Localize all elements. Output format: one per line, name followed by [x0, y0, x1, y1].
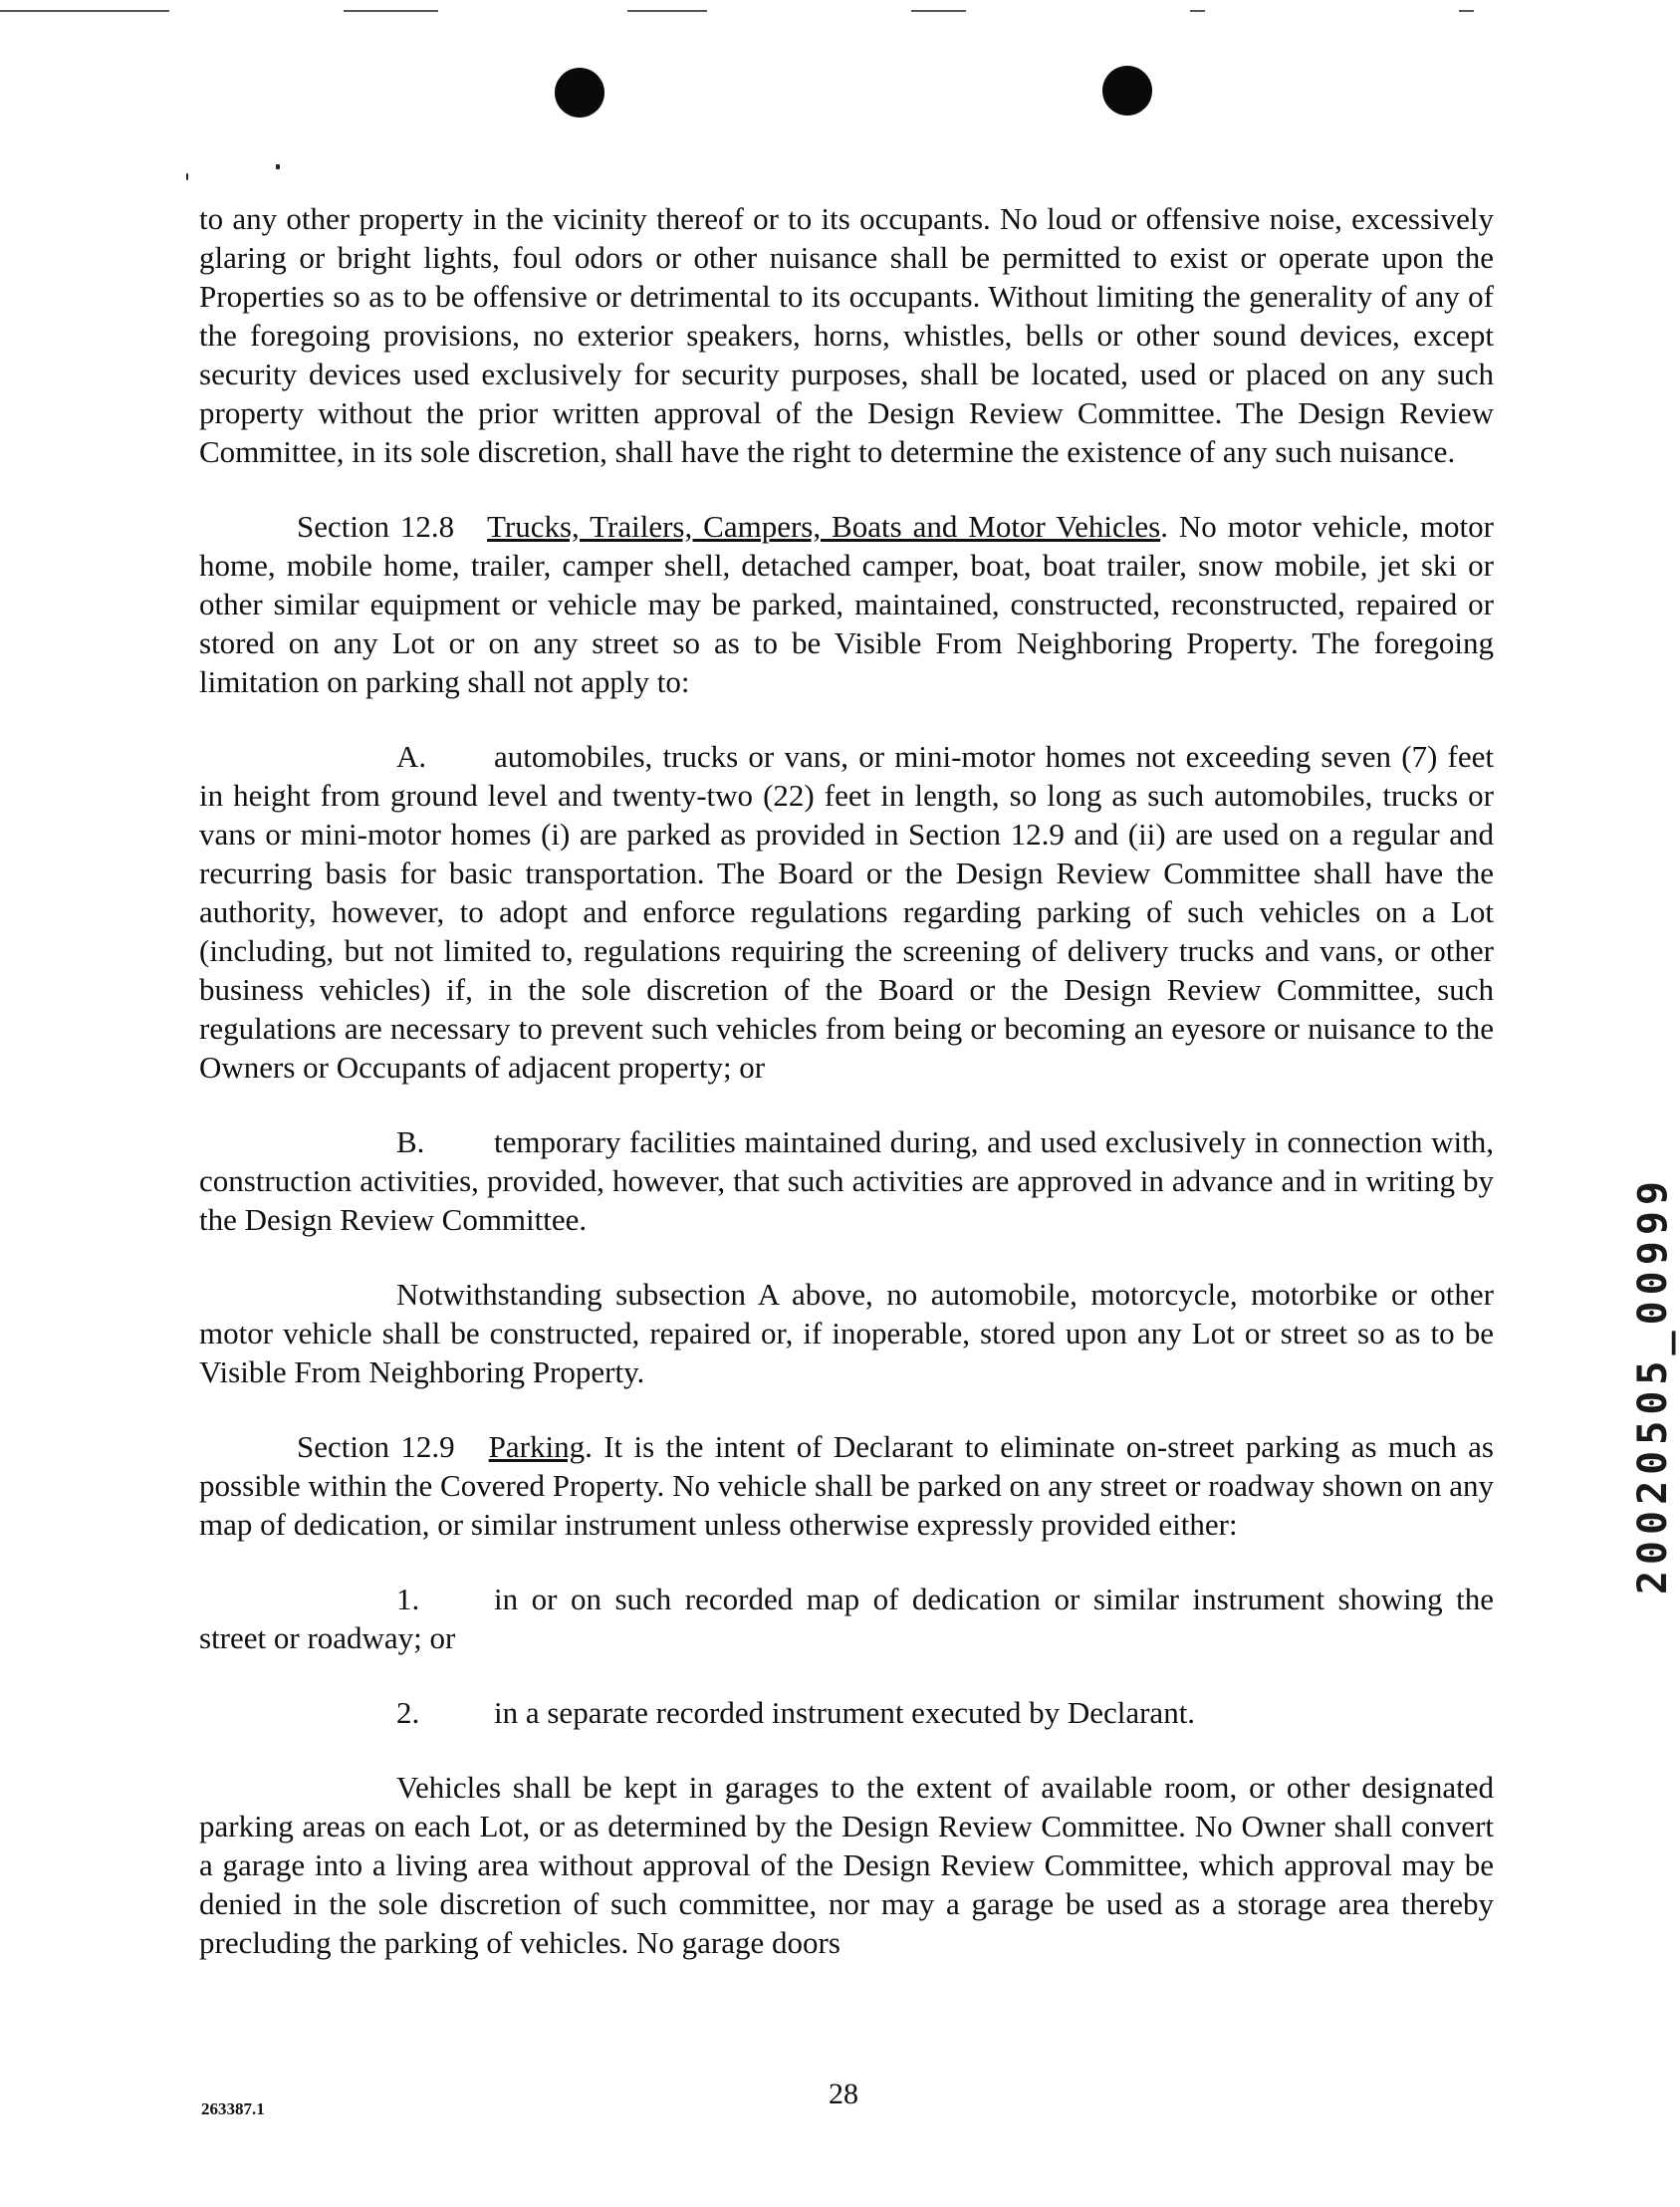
recording-number-stamp: 20020505_00999 [1630, 1175, 1676, 1595]
list-item-1-body: in or on such recorded map of dedication or similar instrument showing the street or roadway; or [199, 1582, 1494, 1655]
subsection-b-label: B. [396, 1124, 425, 1159]
section-12-8-body: . No motor vehicle, motor home, mobile home, trailer, camper shell, detached camper, boat, boat trailer, snow mobile, jet ski or other similar equipment or vehicle may be parked, maintained, constructed, reconstructed, repaired or stored on any Lot or on any street so as to be Visible From Neighboring Property. The foregoing limitation on parking shall not apply to: [199, 509, 1494, 699]
subsection-a-label: A. [396, 739, 427, 774]
notwithstanding-paragraph: Notwithstanding subsection A above, no automobile, motorcycle, motorbike or other motor vehicle shall be constructed, repaired or, if inoperable, stored upon any Lot or street so as to be Visible From Neighboring Property. [199, 1277, 1494, 1389]
scan-rule [1190, 10, 1205, 12]
vehicles-paragraph: Vehicles shall be kept in garages to the extent of available room, or other designated parking areas on each Lot, or as determined by the Design Review Committee. No Owner shall convert a garage into a living area without approval of the Design Review Committee, which approval may be denied in the sole discretion of such committee, nor may a garage be used as a storage area thereby precluding the parking of vehicles. No garage doors [199, 1770, 1494, 1960]
scan-speck [186, 173, 188, 180]
scan-rule [344, 10, 438, 12]
section-12-8 [199, 507, 1494, 701]
section-12-9 [199, 1427, 1494, 1544]
scan-rule [1459, 10, 1474, 12]
scan-rule [627, 10, 707, 12]
section-12-9-label: Section 12.9 [297, 1429, 455, 1464]
scan-speck [276, 164, 280, 169]
scan-rule [0, 10, 169, 12]
list-item-2-body: in a separate recorded instrument executed by Declarant. [494, 1695, 1196, 1730]
list-item-2 [199, 1693, 1494, 1732]
subsection-b [199, 1122, 1494, 1239]
binder-hole-left [555, 68, 604, 118]
section-12-9-body: . It is the intent of Declarant to eliminate on-street parking as much as possible within the Covered Property. No vehicle shall be parked on any street or roadway shown on any map of dedication, or similar instrument unless otherwise expressly provided either: [199, 1429, 1494, 1542]
list-item-1-label: 1. [396, 1582, 420, 1616]
binder-hole-right [1102, 66, 1152, 116]
nuisance-paragraph: to any other property in the vicinity thereof or to its occupants. No loud or offensive noise, excessively glaring or bright lights, foul odors or other nuisance shall be permitted to exist or operate upon the Properties so as to be offensive or detrimental to its occupants. Without limiting the generality of any of the foregoing provisions, no exterior speakers, horns, whistles, bells or other sound devices, except security devices used exclusively for security purposes, shall be located, used or placed on any such property without the prior written approval of the Design Review Committee. The Design Review Committee, in its sole discretion, shall have the right to determine the existence of any such nuisance. [199, 201, 1494, 469]
document-id: 263387.1 [201, 2099, 265, 2118]
page-number: 28 [829, 2078, 858, 2110]
document-body [199, 199, 1494, 1962]
subsection-b-body: temporary facilities maintained during, and used exclusively in connection with, construction activities, provided, however, that such activities are approved in advance and in writing by the Design Review Committee. [199, 1124, 1494, 1237]
list-item-2-label: 2. [396, 1695, 420, 1730]
section-12-8-label: Section 12.8 [297, 509, 455, 544]
section-12-8-title: Trucks, Trailers, Campers, Boats and Motor Vehicles [487, 509, 1161, 544]
list-item-1 [199, 1580, 1494, 1657]
subsection-a-body: automobiles, trucks or vans, or mini-motor homes not exceeding seven (7) feet in height from ground level and twenty-two (22) feet in length, so long as such automobiles, trucks or vans or mini-motor homes (i) are parked as provided in Section 12.9 and (ii) are used on a regular and recurring basis for basic transportation. The Board or the Design Review Committee shall have the authority, however, to adopt and enforce regulations regarding parking of such vehicles on a Lot (including, but not limited to, regulations requiring the screening of delivery trucks and vans, or other business vehicles) if, in the sole discretion of the Board or the Design Review Committee, such regulations are necessary to prevent such vehicles from being or becoming an eyesore or nuisance to the Owners or Occupants of adjacent property; or [199, 739, 1494, 1085]
section-12-9-title: Parking [488, 1429, 586, 1464]
scan-rule [911, 10, 966, 12]
subsection-a [199, 737, 1494, 1087]
